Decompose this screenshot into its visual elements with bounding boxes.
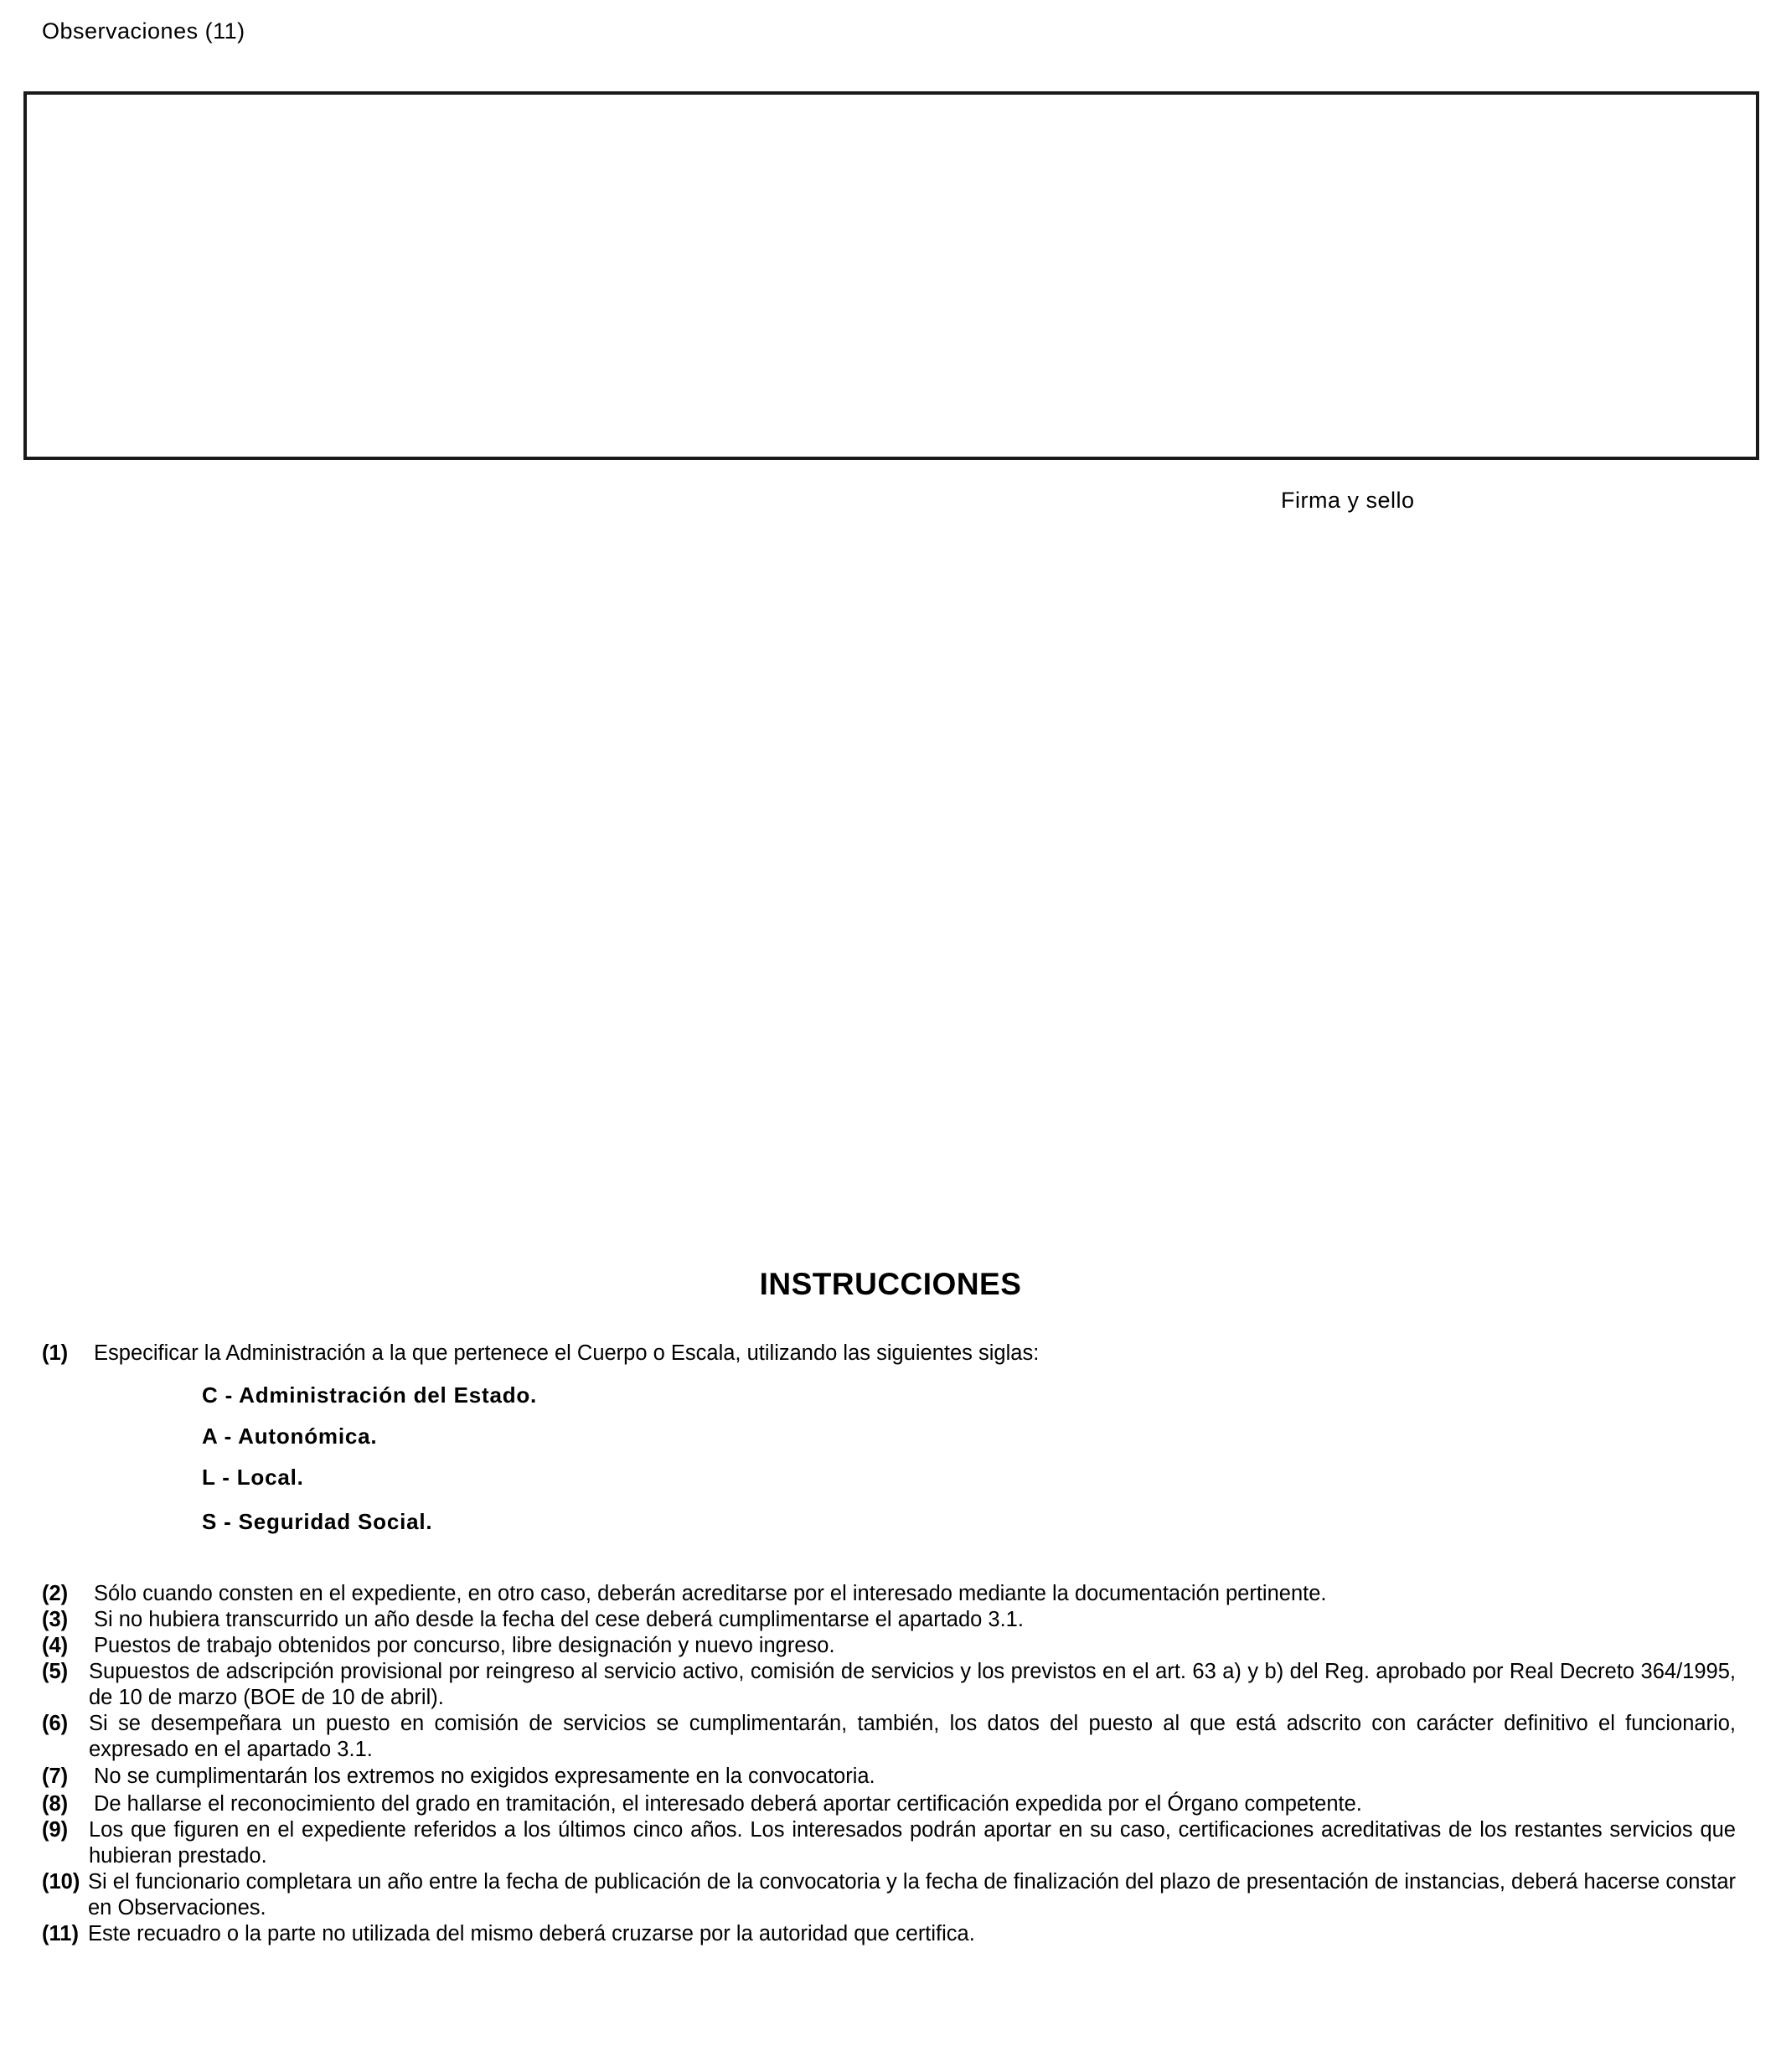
note-text: Puestos de trabajo obtenidos por concurso, libre designación y nuevo ingreso. bbox=[94, 1634, 835, 1657]
note-text: Los que figuren en el expediente referidos a los últimos cinco años. Los interesados podrán aportar en su caso, certificaciones acreditativas de los restantes servicios que hubieran prestado. bbox=[89, 1818, 1736, 1868]
note-number: (5) bbox=[42, 1660, 69, 1683]
instrucciones-title: INSTRUCCIONES bbox=[759, 1267, 1022, 1301]
firma-label: Firma y sello bbox=[1281, 488, 1415, 513]
note-11 bbox=[42, 1921, 1736, 1947]
note-number: (8) bbox=[42, 1792, 69, 1816]
note-4 bbox=[42, 1633, 1736, 1659]
note-text: Si no hubiera transcurrido un año desde la fecha del cese deberá cumplimentarse el apartado 3.1. bbox=[94, 1608, 1024, 1631]
note-number: (2) bbox=[42, 1582, 69, 1605]
note-text: Si el funcionario completara un año entre la fecha de publicación de la convocatoria y la fecha de finalización del plazo de presentación de instancias, deberá hacerse constar en Observaciones. bbox=[88, 1870, 1736, 1920]
note-number: (11) bbox=[42, 1922, 79, 1945]
observaciones-box[interactable] bbox=[23, 91, 1759, 460]
sigla-c: C - Administración del Estado. bbox=[202, 1382, 538, 1408]
note-text: Sólo cuando consten en el expediente, en otro caso, deberán acreditarse por el interesado mediante la documentación pertinente. bbox=[94, 1582, 1327, 1605]
note-number: (6) bbox=[42, 1712, 69, 1735]
sigla-l: L - Local. bbox=[202, 1465, 304, 1490]
sigla-a: A - Autonómica. bbox=[202, 1424, 378, 1449]
note-number: (3) bbox=[42, 1608, 69, 1631]
note-number: (10) bbox=[42, 1870, 80, 1894]
observaciones-label: Observaciones (11) bbox=[42, 18, 245, 44]
note-2 bbox=[42, 1581, 1736, 1607]
note-text: No se cumplimentarán los extremos no exigidos expresamente en la convocatoria. bbox=[94, 1765, 875, 1788]
note-3 bbox=[42, 1607, 1736, 1633]
note-7 bbox=[42, 1764, 1736, 1790]
note-6 bbox=[42, 1711, 1736, 1763]
note-5 bbox=[42, 1659, 1736, 1711]
note-9 bbox=[42, 1817, 1736, 1869]
note-10 bbox=[42, 1869, 1736, 1921]
note-8 bbox=[42, 1791, 1736, 1817]
note-1 bbox=[42, 1341, 1736, 1367]
note-text: Especificar la Administración a la que pertenece el Cuerpo o Escala, utilizando las siguientes siglas: bbox=[94, 1341, 1040, 1365]
note-text: Supuestos de adscripción provisional por reingreso al servicio activo, comisión de servicios y los previstos en el art. 63 a) y b) del Reg. aprobado por Real Decreto 364/1995, de 10 de marzo (BOE de 10 de abril). bbox=[89, 1660, 1736, 1709]
note-number: (9) bbox=[42, 1818, 69, 1842]
note-text: De hallarse el reconocimiento del grado en tramitación, el interesado deberá aportar certificación expedida por el Órgano competente. bbox=[94, 1792, 1362, 1816]
note-text: Si se desempeñara un puesto en comisión de servicios se cumplimentarán, también, los datos del puesto al que está adscrito con carácter definitivo el funcionario, expresado en el apartado 3.1. bbox=[89, 1712, 1736, 1761]
note-number: (7) bbox=[42, 1765, 69, 1788]
note-number: (4) bbox=[42, 1634, 69, 1657]
note-number: (1) bbox=[42, 1341, 69, 1365]
note-text: Este recuadro o la parte no utilizada del mismo deberá cruzarse por la autoridad que certifica. bbox=[88, 1922, 975, 1945]
sigla-s: S - Seguridad Social. bbox=[202, 1509, 433, 1534]
